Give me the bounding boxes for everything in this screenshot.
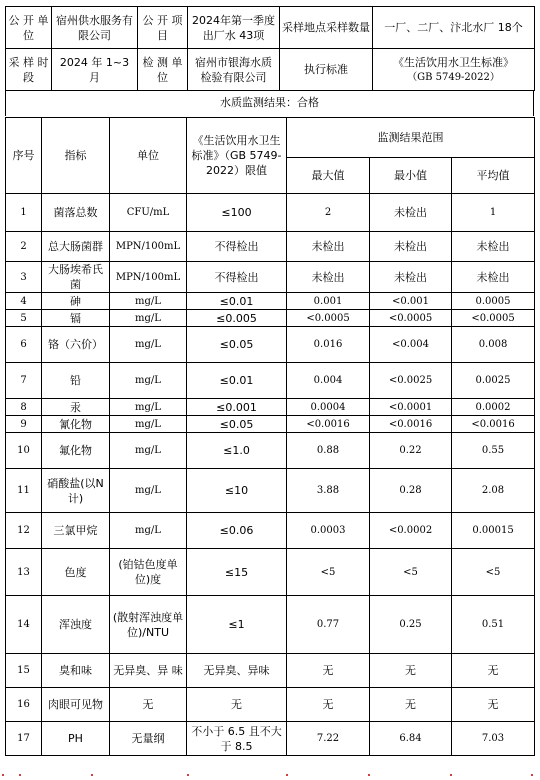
row-unit: mg/L <box>110 327 187 363</box>
row-unit: mg/L <box>110 310 187 327</box>
sampling-site-label: 采样地点采样数量 <box>280 7 373 49</box>
row-limit: ≤10 <box>187 469 287 513</box>
table-row <box>6 416 535 433</box>
row-avg: 2.08 <box>452 469 535 513</box>
row-index: 7 <box>6 363 42 399</box>
col-header-index: 序号 <box>6 118 42 194</box>
row-max: 0.016 <box>287 327 370 363</box>
row-indicator: 色度 <box>42 549 110 596</box>
row-min: 未检出 <box>370 232 452 262</box>
row-limit: ≤0.05 <box>187 327 287 363</box>
row-index: 14 <box>6 596 42 654</box>
row-max: <0.0005 <box>287 310 370 327</box>
row-max: 0.004 <box>287 363 370 399</box>
row-unit: mg/L <box>110 513 187 549</box>
row-indicator: 肉眼可见物 <box>42 688 110 722</box>
row-unit: mg/L <box>110 293 187 310</box>
result-text: 水质监测结果：合格 <box>220 96 319 109</box>
row-unit: 无 <box>110 688 187 722</box>
row-max: 0.0003 <box>287 513 370 549</box>
row-indicator: 氰化物 <box>42 416 110 433</box>
row-limit: 不小于 6.5 且不大于 8.5 <box>187 722 287 756</box>
public-unit-value: 宿州供水服务有限公司 <box>52 7 138 49</box>
row-limit: 无 <box>187 688 287 722</box>
row-indicator: 汞 <box>42 399 110 416</box>
table-row <box>6 293 535 310</box>
table-row <box>6 596 535 654</box>
row-unit: mg/L <box>110 363 187 399</box>
sampling-period-value: 2024 年 1~3 月 <box>52 49 138 91</box>
table-row <box>6 469 535 513</box>
row-unit: mg/L <box>110 399 187 416</box>
row-min: <0.0016 <box>370 416 452 433</box>
row-limit: ≤15 <box>187 549 287 596</box>
row-index: 11 <box>6 469 42 513</box>
row-limit: 无异臭、异味 <box>187 654 287 688</box>
table-row <box>6 513 535 549</box>
public-project-value: 2024年第一季度出厂水 43项 <box>188 7 280 49</box>
row-index: 12 <box>6 513 42 549</box>
row-avg: 0.0025 <box>452 363 535 399</box>
row-limit: ≤0.06 <box>187 513 287 549</box>
row-max: 无 <box>287 654 370 688</box>
table-row <box>6 654 535 688</box>
row-max: 0.0004 <box>287 399 370 416</box>
row-unit: mg/L <box>110 433 187 469</box>
row-index: 5 <box>6 310 42 327</box>
row-limit: ≤0.01 <box>187 363 287 399</box>
row-avg: 0.0002 <box>452 399 535 416</box>
row-unit: mg/L <box>110 416 187 433</box>
col-header-min: 最小值 <box>370 158 452 194</box>
row-max: 0.77 <box>287 596 370 654</box>
row-limit: ≤0.005 <box>187 310 287 327</box>
row-unit: (散射浑浊度单位)/NTU <box>110 596 187 654</box>
row-max: 2 <box>287 194 370 232</box>
col-header-limit: 《生活饮用水卫生标准》（GB 5749-2022）限值 <box>187 118 287 194</box>
row-avg: 7.03 <box>452 722 535 756</box>
row-min: <0.0001 <box>370 399 452 416</box>
table-row <box>6 433 535 469</box>
row-avg: 0.00015 <box>452 513 535 549</box>
row-index: 17 <box>6 722 42 756</box>
testing-unit-value: 宿州市银海水质检验有限公司 <box>188 49 280 91</box>
row-index: 16 <box>6 688 42 722</box>
row-max: 3.88 <box>287 469 370 513</box>
row-avg: 0.51 <box>452 596 535 654</box>
row-limit: ≤100 <box>187 194 287 232</box>
row-indicator: 砷 <box>42 293 110 310</box>
table-row <box>6 262 535 293</box>
row-limit: 不得检出 <box>187 262 287 293</box>
row-min: 无 <box>370 654 452 688</box>
col-header-unit: 单位 <box>110 118 187 194</box>
row-unit: (铂钴色度单位)度 <box>110 549 187 596</box>
table-row <box>6 688 535 722</box>
row-limit: ≤1 <box>187 596 287 654</box>
row-min: <0.004 <box>370 327 452 363</box>
row-indicator: 三氯甲烷 <box>42 513 110 549</box>
row-limit: ≤0.01 <box>187 293 287 310</box>
row-max: 0.001 <box>287 293 370 310</box>
row-min: 0.22 <box>370 433 452 469</box>
row-avg: 无 <box>452 654 535 688</box>
row-avg: 0.0005 <box>452 293 535 310</box>
table-row <box>6 194 535 232</box>
sampling-period-label: 采 样 时 段 <box>6 49 52 91</box>
col-header-max: 最大值 <box>287 158 370 194</box>
table-row <box>6 363 535 399</box>
row-avg: 未检出 <box>452 232 535 262</box>
row-index: 6 <box>6 327 42 363</box>
row-avg: 0.008 <box>452 327 535 363</box>
row-max: <0.0016 <box>287 416 370 433</box>
row-min: <0.0002 <box>370 513 452 549</box>
row-indicator: 浑浊度 <box>42 596 110 654</box>
row-limit: ≤0.05 <box>187 416 287 433</box>
row-avg: 无 <box>452 688 535 722</box>
row-unit: MPN/100mL <box>110 262 187 293</box>
bottom-marks <box>0 774 540 776</box>
row-index: 13 <box>6 549 42 596</box>
info-row-1 <box>6 7 535 49</box>
public-unit-label: 公 开 单 位 <box>6 7 52 49</box>
row-indicator: 铅 <box>42 363 110 399</box>
table-row <box>6 232 535 262</box>
row-indicator: PH <box>42 722 110 756</box>
result-banner <box>5 90 534 116</box>
standard-label: 执行标准 <box>280 49 373 91</box>
table-row <box>6 310 535 327</box>
row-max: 未检出 <box>287 232 370 262</box>
row-indicator: 菌落总数 <box>42 194 110 232</box>
row-avg: 未检出 <box>452 262 535 293</box>
row-min: 6.84 <box>370 722 452 756</box>
table-row <box>6 399 535 416</box>
standard-code: （GB 5749-2022） <box>407 71 500 83</box>
row-unit: 无异臭、异 味 <box>110 654 187 688</box>
standard-name: 《生活饮用水卫生标准》 <box>393 55 514 69</box>
row-max: 0.88 <box>287 433 370 469</box>
row-indicator: 大肠埃希氏菌 <box>42 262 110 293</box>
row-unit: mg/L <box>110 469 187 513</box>
row-min: <0.0005 <box>370 310 452 327</box>
info-row-2 <box>6 49 535 91</box>
public-project-label: 公 开 项 目 <box>138 7 188 49</box>
row-max: 7.22 <box>287 722 370 756</box>
row-index: 15 <box>6 654 42 688</box>
row-index: 2 <box>6 232 42 262</box>
row-max: <5 <box>287 549 370 596</box>
row-avg: <0.0005 <box>452 310 535 327</box>
table-row <box>6 327 535 363</box>
results-table <box>5 117 535 756</box>
row-unit: MPN/100mL <box>110 232 187 262</box>
row-limit: ≤1.0 <box>187 433 287 469</box>
row-min: 未检出 <box>370 194 452 232</box>
row-index: 1 <box>6 194 42 232</box>
results-body <box>6 194 535 756</box>
col-header-indicator: 指标 <box>42 118 110 194</box>
col-header-avg: 平均值 <box>452 158 535 194</box>
row-indicator: 氟化物 <box>42 433 110 469</box>
row-min: <0.001 <box>370 293 452 310</box>
table-row <box>6 549 535 596</box>
sampling-site-value: 一厂、二厂、汴北水厂 18个 <box>373 7 535 49</box>
row-max: 无 <box>287 688 370 722</box>
row-limit: 不得检出 <box>187 232 287 262</box>
row-max: 未检出 <box>287 262 370 293</box>
row-unit: 无量纲 <box>110 722 187 756</box>
table-row <box>6 722 535 756</box>
col-header-range: 监测结果范围 <box>287 118 535 158</box>
standard-value <box>373 49 535 91</box>
row-indicator: 臭和味 <box>42 654 110 688</box>
row-index: 8 <box>6 399 42 416</box>
row-avg: <5 <box>452 549 535 596</box>
row-avg: <0.0016 <box>452 416 535 433</box>
table-header-row-1 <box>6 118 535 158</box>
row-index: 3 <box>6 262 42 293</box>
row-limit: ≤0.001 <box>187 399 287 416</box>
row-min: 无 <box>370 688 452 722</box>
row-avg: 1 <box>452 194 535 232</box>
row-index: 9 <box>6 416 42 433</box>
row-avg: 0.55 <box>452 433 535 469</box>
row-unit: CFU/mL <box>110 194 187 232</box>
row-min: 0.25 <box>370 596 452 654</box>
row-indicator: 硝酸盐(以N计) <box>42 469 110 513</box>
row-indicator: 总大肠菌群 <box>42 232 110 262</box>
row-index: 4 <box>6 293 42 310</box>
info-header-table <box>5 6 535 91</box>
testing-unit-label: 检 测 单 位 <box>138 49 188 91</box>
row-min: <5 <box>370 549 452 596</box>
row-indicator: 铬（六价） <box>42 327 110 363</box>
row-index: 10 <box>6 433 42 469</box>
row-min: 0.28 <box>370 469 452 513</box>
row-indicator: 镉 <box>42 310 110 327</box>
row-min: <0.0025 <box>370 363 452 399</box>
row-min: 未检出 <box>370 262 452 293</box>
